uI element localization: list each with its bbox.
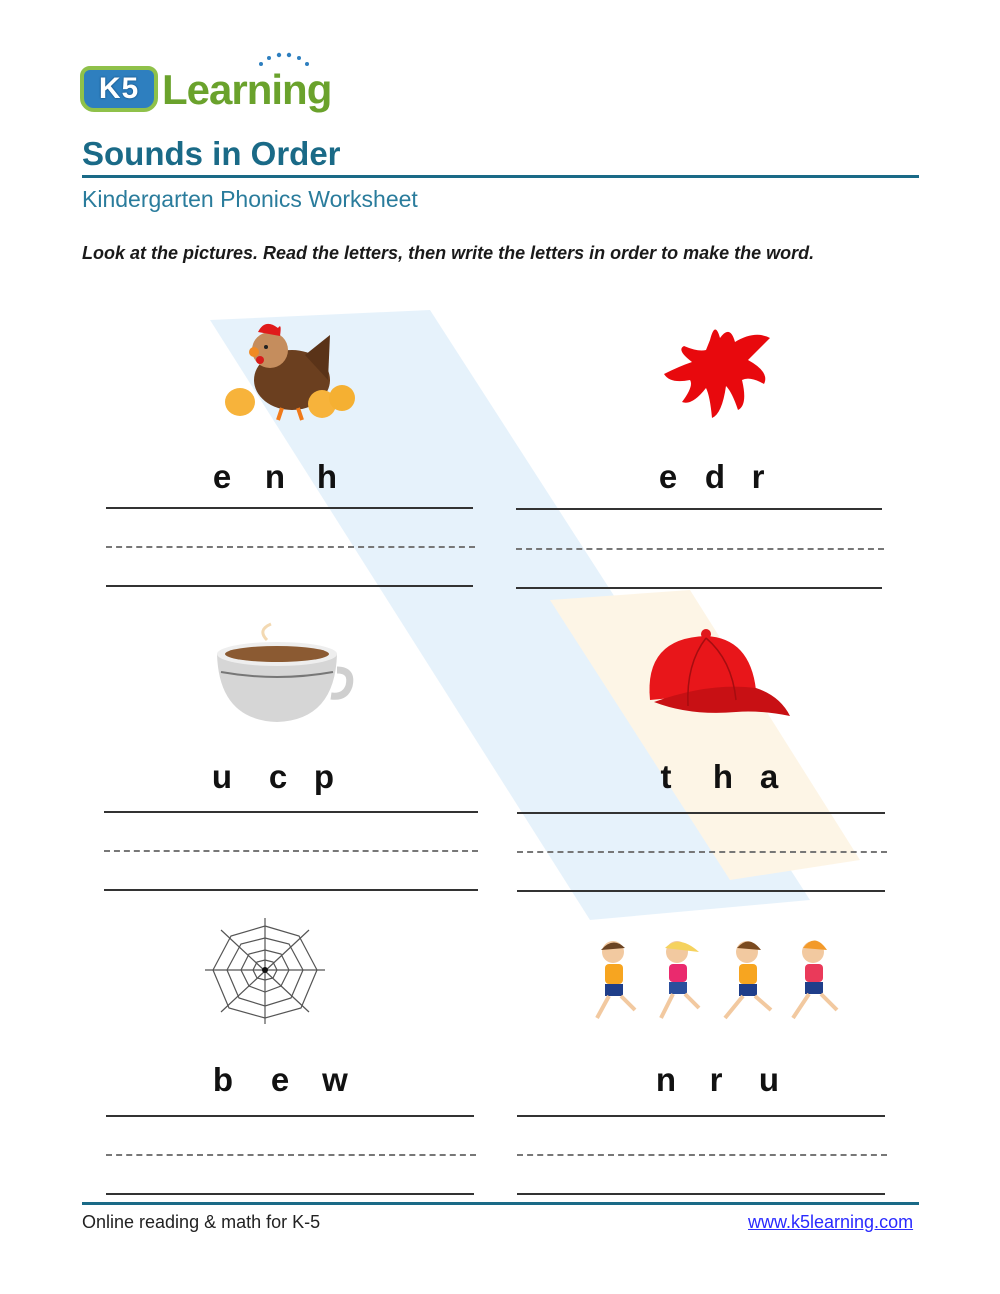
answer-field-2[interactable] (516, 500, 884, 592)
letter: e (658, 458, 678, 495)
letter: e (270, 1061, 290, 1098)
coffee-cup-icon (205, 610, 365, 730)
letter: h (316, 458, 338, 495)
letter: d (704, 458, 726, 495)
answer-field-1[interactable] (106, 500, 475, 592)
answer-field-5[interactable] (106, 1107, 476, 1199)
answer-field-6[interactable] (517, 1107, 887, 1199)
letter: e (212, 458, 232, 495)
logo-wordmark: Learning (162, 66, 332, 113)
letters-item-6 (653, 1061, 789, 1099)
children-running-icon (575, 930, 855, 1026)
red-paint-splat-icon (640, 310, 800, 430)
logo-badge: K5 (80, 66, 158, 112)
letter: u (211, 758, 233, 795)
letters-item-5 (210, 1061, 358, 1099)
footer-divider (82, 1202, 919, 1205)
red-baseball-cap-icon (640, 620, 800, 740)
letter: h (712, 758, 734, 795)
letters-item-3 (208, 758, 344, 796)
instructions: Look at the pictures. Read the letters, then write the letters in order to make the word. (82, 243, 815, 263)
letter: c (268, 758, 288, 795)
title-divider (82, 175, 919, 178)
letters-item-2 (655, 458, 773, 496)
spider-web-icon (185, 912, 345, 1032)
k5-learning-logo (80, 52, 335, 118)
answer-field-4[interactable] (517, 803, 887, 895)
letter: r (709, 1061, 723, 1098)
page-subtitle: Kindergarten Phonics Worksheet (82, 186, 418, 212)
answer-field-3[interactable] (104, 803, 478, 895)
letter: w (322, 1061, 348, 1098)
letter: a (759, 758, 779, 795)
letters-item-4 (655, 758, 789, 796)
letter: p (313, 758, 335, 795)
page-title: Sounds in Order (82, 135, 341, 172)
letter: b (212, 1061, 234, 1098)
letter: t (660, 758, 672, 795)
hen-with-chicks-icon (210, 310, 370, 430)
letters-item-1 (210, 458, 348, 496)
footer-website-link[interactable]: www.k5learning.com (748, 1212, 914, 1232)
letter: u (758, 1061, 780, 1098)
letter: n (264, 458, 286, 495)
letter: n (655, 1061, 677, 1098)
logo-figure-icon (255, 52, 315, 68)
footer-tagline: Online reading & math for K-5 (82, 1212, 321, 1232)
letter: r (751, 458, 765, 495)
